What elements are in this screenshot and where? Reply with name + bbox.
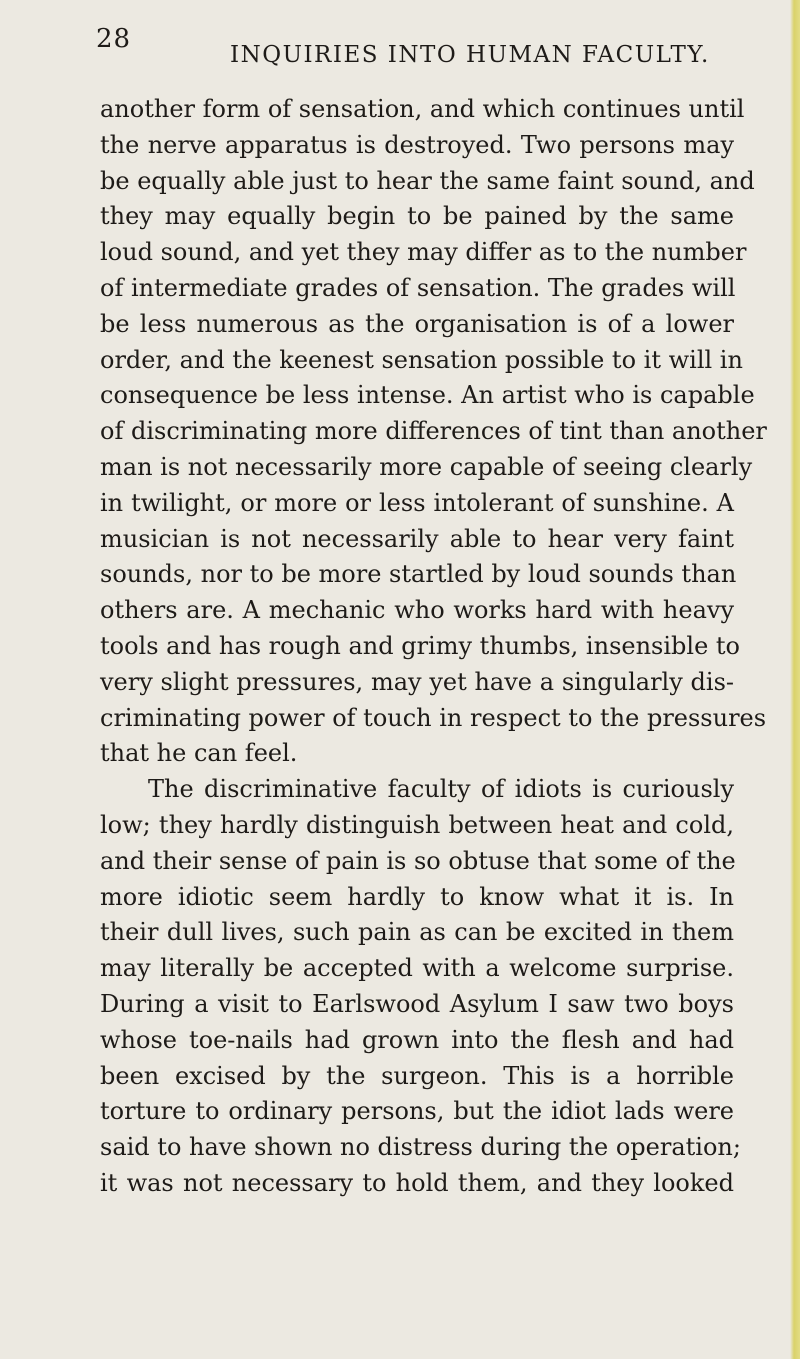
text-line: their dull lives, such pain as can be excited in them bbox=[100, 918, 734, 947]
text-line: another form of sensation, and which continues until bbox=[100, 95, 745, 123]
text-line: man is not necessarily more capable of seeing clearly bbox=[100, 452, 753, 481]
text-line: be less numerous as the organisation is of a lower bbox=[100, 309, 734, 338]
paragraph-start-line: The discriminative faculty of idiots is curiously bbox=[148, 775, 734, 804]
text-line: whose toe-nails had grown into the flesh and had bbox=[100, 1025, 734, 1054]
body-text bbox=[100, 92, 767, 1202]
paragraph-end-line: that he can feel. bbox=[100, 739, 298, 768]
text-line: of intermediate grades of sensation. The grades will bbox=[100, 273, 736, 302]
text-line: low; they hardly distinguish between heat and cold, bbox=[100, 810, 734, 839]
text-line: they may equally begin to be pained by the same bbox=[100, 202, 734, 231]
page-number: 28 bbox=[96, 24, 132, 54]
text-line: criminating power of touch in respect to the pressures bbox=[100, 703, 767, 732]
text-line: been excised by the surgeon. This is a horrible bbox=[100, 1061, 734, 1090]
text-line: it was not necessary to hold them, and they looked bbox=[100, 1168, 734, 1197]
text-line: in twilight, or more or less intolerant of sunshine. A bbox=[100, 488, 734, 517]
text-line: more idiotic seem hardly to know what it is. In bbox=[100, 882, 734, 911]
page-header bbox=[96, 24, 736, 74]
text-line: loud sound, and yet they may differ as to the number bbox=[100, 238, 747, 267]
text-line: order, and the keenest sensation possible to it will in bbox=[100, 345, 743, 374]
text-line: tools and has rough and grimy thumbs, insensible to bbox=[100, 631, 740, 660]
running-head: INQUIRIES INTO HUMAN FACULTY. bbox=[230, 42, 710, 68]
text-line: torture to ordinary persons, but the idiot lads were bbox=[100, 1097, 734, 1126]
text-line: sounds, nor to be more startled by loud sounds than bbox=[100, 560, 737, 589]
text-line: be equally able just to hear the same faint sound, and bbox=[100, 166, 755, 195]
text-line: During a visit to Earlswood Asylum I saw two boys bbox=[100, 989, 734, 1018]
text-line: the nerve apparatus is destroyed. Two persons may bbox=[100, 130, 734, 159]
text-line: musician is not necessarily able to hear very faint bbox=[100, 524, 734, 553]
text-line: others are. A mechanic who works hard with heavy bbox=[100, 596, 734, 625]
page-edge-shadow bbox=[790, 0, 800, 1359]
text-line: very slight pressures, may yet have a singularly dis- bbox=[100, 667, 734, 696]
text-line: said to have shown no distress during the operation; bbox=[100, 1133, 741, 1162]
text-line: and their sense of pain is so obtuse that some of the bbox=[100, 846, 736, 875]
text-line: may literally be accepted with a welcome surprise. bbox=[100, 954, 734, 983]
text-line: consequence be less intense. An artist who is capable bbox=[100, 381, 755, 410]
text-line: of discriminating more differences of tint than another bbox=[100, 417, 767, 446]
